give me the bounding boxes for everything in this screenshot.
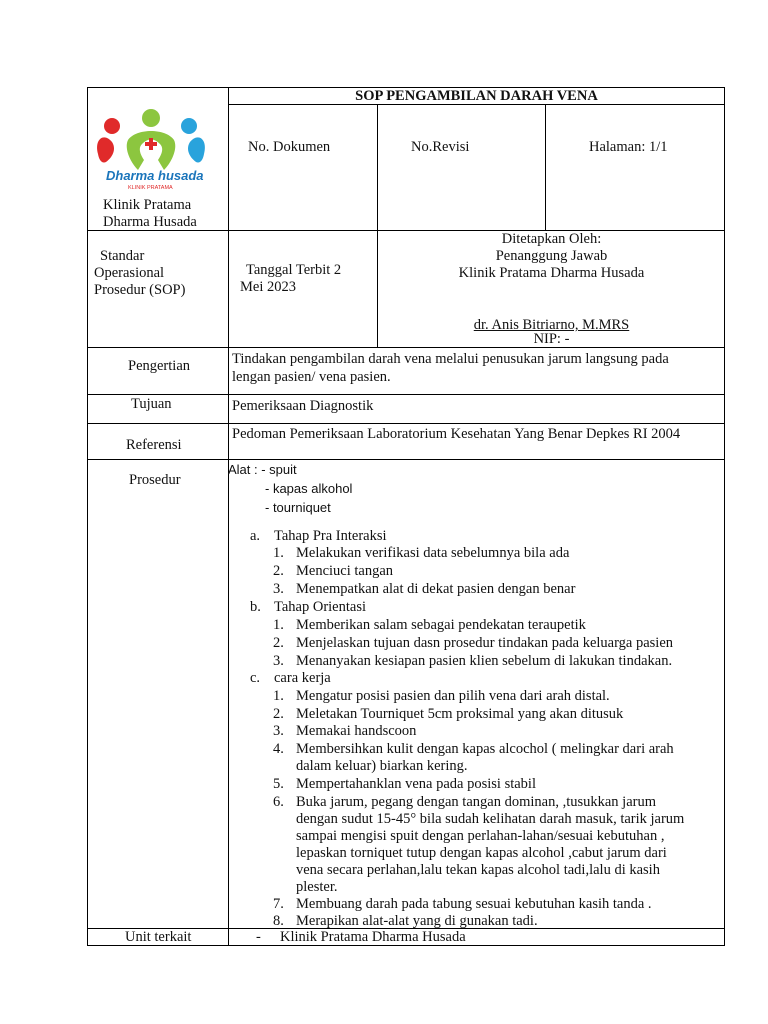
step-text: Melakukan verifikasi data sebelumnya bila ada: [296, 545, 570, 561]
step-number: 7.: [273, 896, 284, 912]
clinic-name-line1: Klinik Pratama: [103, 197, 192, 213]
step-text: Menjelaskan tujuan dasn prosedur tindakan pada keluarga pasien: [296, 635, 674, 651]
tujuan-label: Tujuan: [131, 396, 172, 412]
step-number: 2.: [273, 635, 284, 651]
header-col-divider-1: [377, 104, 378, 347]
sop-label-line3: Prosedur (SOP): [94, 282, 186, 298]
alat-line1: Alat : - spuit: [228, 462, 297, 477]
step-text: plester.: [296, 879, 338, 895]
step-text: lepaskan torniquet tutup dengan kapas alcohol ,cabut jarum dari: [296, 845, 667, 861]
step-text: Memberikan salam sebagai pendekatan teraupetik: [296, 617, 586, 633]
table-border-right: [724, 87, 725, 946]
signatory-nip: NIP: -: [533, 331, 570, 347]
row-divider-4: [87, 423, 725, 424]
step-text: vena secara perlahan,lalu tekan kapas alcohol tadi,lalu di kasih: [296, 862, 660, 878]
step-number: 1.: [273, 617, 284, 633]
unit-terkait-dash: -: [256, 929, 261, 945]
unit-terkait-label: Unit terkait: [125, 929, 192, 945]
step-text: dengan sudut 15-45° bila sudah kelihatan darah masuk, tarik jarum: [296, 811, 685, 827]
step-number: 1.: [273, 688, 284, 704]
step-text: Mengatur posisi pasien dan pilih vena dari arah distal.: [296, 688, 610, 704]
step-number: 3.: [273, 581, 284, 597]
table-border-left: [87, 87, 88, 946]
row-divider-5: [87, 459, 725, 460]
step-text: Membuang darah pada tabung sesuai kebutuhan kasih tanda .: [296, 896, 652, 912]
step-number: 1.: [273, 545, 284, 561]
header-col-divider-2: [545, 104, 546, 231]
alat-line3: - tourniquet: [265, 500, 331, 515]
step-text: sampai mengisi spuit dengan perlahan-lahan/sesuai kebutuhan ,: [296, 828, 665, 844]
stage-title: cara kerja: [274, 670, 331, 686]
step-text: Membersihkan kulit dengan kapas alcochol ( melingkar dari arah: [296, 741, 674, 757]
tanggal-terbit-line2: Mei 2023: [240, 279, 296, 295]
step-text: Merapikan alat-alat yang di gunakan tadi.: [296, 913, 538, 929]
step-text: Menempatkan alat di dekat pasien dengan benar: [296, 581, 576, 597]
row-divider-3: [87, 394, 725, 395]
referensi-label: Referensi: [126, 437, 182, 453]
step-text: Memakai handscoon: [296, 723, 417, 739]
logo-subtext: KLINIK PRATAMA: [128, 185, 173, 191]
no-revisi-label: No.Revisi: [411, 139, 470, 155]
stage-marker: b.: [250, 599, 261, 615]
step-text: Buka jarum, pegang dengan tangan dominan, ,tusukkan jarum: [296, 794, 656, 810]
ditetapkan-line3: Klinik Pratama Dharma Husada: [458, 265, 645, 281]
alat-line2: - kapas alkohol: [265, 481, 353, 496]
stage-marker: a.: [250, 528, 261, 544]
tanggal-terbit-line1: Tanggal Terbit 2: [246, 262, 342, 278]
clinic-logo: [92, 104, 210, 192]
ditetapkan-line2: Penanggung Jawab: [495, 248, 608, 264]
sop-label-line2: Operasional: [94, 265, 165, 281]
step-number: 4.: [273, 741, 284, 757]
clinic-name-line2: Dharma Husada: [103, 214, 197, 230]
referensi-text: Pedoman Pemeriksaan Laboratorium Kesehatan Yang Benar Depkes RI 2004: [232, 426, 681, 442]
step-number: 6.: [273, 794, 284, 810]
step-number: 8.: [273, 913, 284, 929]
step-number: 3.: [273, 723, 284, 739]
ditetapkan-line1: Ditetapkan Oleh:: [501, 231, 602, 247]
prosedur-label: Prosedur: [129, 472, 181, 488]
stage-title: Tahap Pra Interaksi: [274, 528, 387, 544]
pengertian-text-line1: Tindakan pengambilan darah vena melalui penusukan jarum langsung pada: [232, 351, 669, 367]
step-number: 5.: [273, 776, 284, 792]
pengertian-label: Pengertian: [128, 358, 191, 374]
document-title: SOP PENGAMBILAN DARAH VENA: [355, 88, 598, 104]
sop-label-line1: Standar: [100, 248, 145, 264]
tujuan-text: Pemeriksaan Diagnostik: [232, 398, 374, 414]
step-number: 3.: [273, 653, 284, 669]
step-number: 2.: [273, 706, 284, 722]
pengertian-text-line2: lengan pasien/ vena pasien.: [232, 369, 391, 385]
logo-text: Dharma husada: [106, 168, 204, 183]
step-text: Meletakan Tourniquet 5cm proksimal yang akan ditusuk: [296, 706, 624, 722]
no-dokumen-label: No. Dokumen: [248, 139, 331, 155]
unit-terkait-text: Klinik Pratama Dharma Husada: [280, 929, 466, 945]
step-text: Menciuci tangan: [296, 563, 394, 579]
signatory-name-text: dr. Anis Bitriarno, M.MRS: [473, 317, 630, 333]
halaman-label: Halaman: 1/1: [589, 139, 668, 155]
step-number: 2.: [273, 563, 284, 579]
stage-title: Tahap Orientasi: [274, 599, 366, 615]
step-text: dalam keluar) biarkan kering.: [296, 758, 468, 774]
column-divider: [228, 87, 229, 946]
stage-marker: c.: [250, 670, 261, 686]
step-text: Mempertahanklan vena pada posisi stabil: [296, 776, 536, 792]
step-text: Menanyakan kesiapan pasien klien sebelum di lakukan tindakan.: [296, 653, 673, 669]
